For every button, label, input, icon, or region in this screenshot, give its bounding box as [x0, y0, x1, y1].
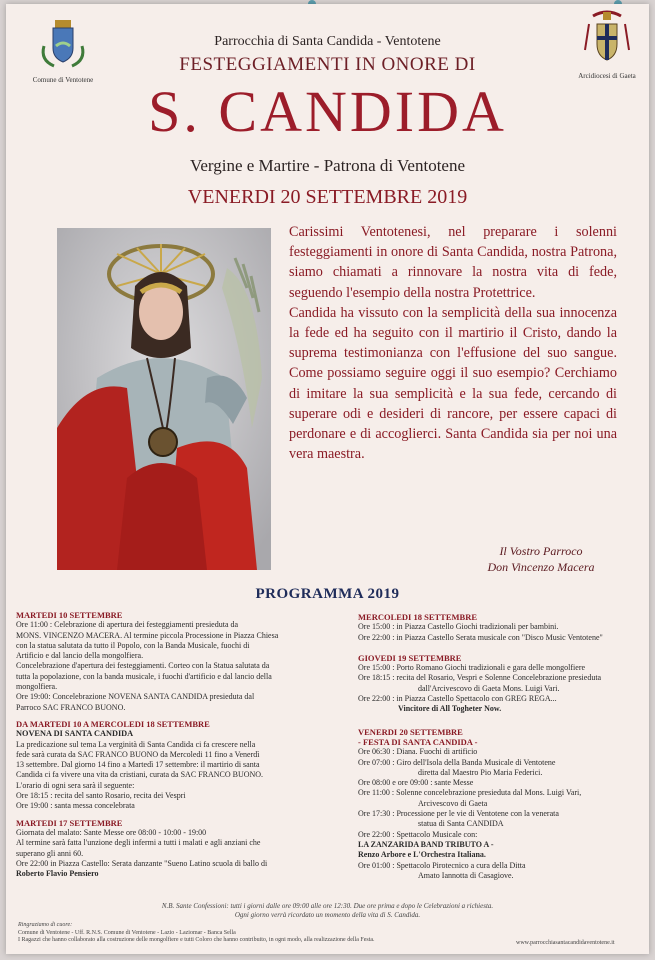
letter-signature-role: Il Vostro Parroco: [499, 544, 583, 558]
program-column-right: [358, 612, 649, 887]
program-column-left: [16, 610, 316, 885]
program-line: superano gli anni 60.: [16, 848, 84, 858]
program-line: statua di Santa CANDIDA: [418, 819, 504, 829]
program-line: LA ZANZARIDA BAND TRIBUTO A -: [358, 839, 494, 849]
program-line: Ore 15:00 : Porto Romano Giochi tradizionali e gara delle mongolfiere: [358, 663, 586, 673]
program-line: Ore 01:00 : Spettacolo Pirotecnico a cura della Ditta: [358, 860, 526, 870]
program-day: [16, 818, 316, 880]
notes-line: Ogni giorno verrà ricordato un momento della vita di S. Candida.: [234, 911, 421, 919]
program-line: Amato Iannotta di Casagiove.: [418, 870, 514, 880]
diocese-label: Arcidiocesi di Gaeta: [578, 72, 636, 80]
program-line: Ore 18:15 : recita del santo Rosario, recita dei Vespri: [16, 791, 186, 801]
parish-letter: [289, 222, 617, 464]
program-line: Roberto Flavio Pensiero: [16, 869, 99, 879]
program-day-title: DA MARTEDI 10 A MERCOLEDI 18 SETTEMBRE: [16, 718, 210, 729]
program-line: Ore 22:00 in Piazza Castello: Serata danzante "Sueno Latino scuola di ballo di: [16, 858, 268, 868]
program-line: Al termine sarà fatta l'unzione degli infermi a tutti i malati e agli anziani che: [16, 838, 261, 848]
program-line: La predicazione sul tema La verginità di Santa Candida ci fa crescere nella: [16, 739, 256, 749]
program-day: [358, 653, 649, 715]
program-line: Parroco SAC FRANCO BUONO.: [16, 702, 126, 712]
program-line: Vincitore di All Togheter Now.: [398, 704, 502, 714]
program-line: fede sarà curata da SAC FRANCO BUONO da Mercoledi 11 fino a Venerdì: [16, 749, 260, 759]
program-line: tutta la popolazione, con la banda musicale, i fuochi d'artificio e dal lancio della: [16, 671, 272, 681]
program-day: [16, 610, 316, 713]
program-line: Ore 11:00 : Solenne concelebrazione presieduta dal Mons. Luigi Vari,: [358, 788, 582, 798]
parish-name: Parrocchia di Santa Candida - Ventotene: [214, 34, 441, 49]
program-line: Ore 22:00 : in Piazza Castello Spettacolo con GREG REGA...: [358, 694, 557, 704]
saint-statue-photo: [57, 228, 271, 570]
program-title: PROGRAMMA 2019: [255, 586, 400, 602]
program-line: Ore 06:30 : Diana. Fuochi di artificio: [358, 747, 478, 757]
footer-line: Ringraziamo di cuore:: [18, 922, 73, 928]
program-line: Ore 19:00 : santa messa concelebrata: [16, 801, 135, 811]
program-line: Artificio e dal lancio della mongolfiera.: [16, 651, 144, 661]
program-day: [358, 612, 649, 643]
program-day-title: MARTEDI 10 SETTEMBRE: [16, 610, 123, 620]
program-line: Renzo Arbore e L'Orchestra Italiana.: [358, 850, 486, 860]
saint-subtitle: Vergine e Martire - Patrona di Ventotene: [189, 156, 466, 175]
letter-paragraph: Candida ha vissuto con la semplicità della sua innocenza la fede ed ha seguito con il martirio il Cristo, dando la suprema testimonianza con l'effusione del suo sangue. Come possiamo seguire oggi il suo esempio? Cerchiamo di imitare la sua semplicità e la sua fede, cercando di superare odi e desideri di rancore, per essere capaci di perdonare e di accoglierci. Santa Candida sia per noi una vera maestra.: [289, 304, 617, 463]
festival-poster: [6, 4, 649, 954]
program-line: con la statua salutata da tutto il Popolo, con la Banda Musicale, fuochi di: [16, 640, 250, 650]
program-day-title: MARTEDI 17 SETTEMBRE: [16, 817, 123, 828]
program-line: Ore 18:15 : recita del Rosario, Vespri e Solenne Concelebrazione presieduta: [358, 673, 602, 683]
program-line: Ore 22:00 : Spettacolo Musicale con:: [358, 829, 478, 839]
program-line: 13 settembre. Dal giorno 14 fino a Martedì 17 settembre: il martirio di santa: [16, 760, 260, 770]
letter-signature-name: Don Vincenzo Macera: [487, 560, 595, 574]
comune-label: Comune di Ventotene: [32, 76, 94, 84]
program-line: Ore 22:00 : in Piazza Castello Serata musicale con "Disco Music Ventotene": [358, 632, 603, 642]
footer-line: I Ragazzi che hanno collaborato alla costruzione delle mongolfiere e tutti Coloro che hanno contribuito, in ogni modo, alla realizzazione della Festa.: [18, 937, 375, 943]
program-line: L'orario di ogni sera sarà il seguente:: [16, 780, 135, 790]
program-day-title: MERCOLEDI 18 SETTEMBRE: [358, 612, 478, 622]
program-day: [358, 727, 649, 881]
program-line: Ore 15:00 : in Piazza Castello Giochi tradizionali per bambini.: [358, 622, 559, 632]
program-line: diretta dal Maestro Pio Maria Federici.: [418, 767, 543, 777]
saint-title: S. CANDIDA: [148, 79, 507, 144]
program-line: Giornata del malato: Sante Messe ore 08:00 - 10:00 - 19:00: [16, 827, 207, 837]
program-line: mongolfiera.: [16, 682, 58, 692]
program-line: Arcivescovo di Gaeta: [418, 798, 488, 808]
program-line: Ore 08:00 e ore 09:00 : sante Messe: [358, 778, 474, 788]
program-line: Concelebrazione d'apertura dei festeggiamenti. Corteo con la Statua salutata da: [16, 661, 270, 671]
parish-website: www.parrocchiasantacandidaventotene.it: [516, 940, 615, 946]
program-day-title: VENERDI 20 SETTEMBRE: [358, 726, 463, 737]
program-day-title: GIOVEDI 19 SETTEMBRE: [358, 652, 462, 663]
festivities-heading: FESTEGGIAMENTI IN ONORE DI: [179, 54, 476, 75]
program-line: Ore 19:00: Concelebrazione NOVENA SANTA CANDIDA presieduta dal: [16, 692, 255, 702]
festival-date: VENERDI 20 SETTEMBRE 2019: [187, 186, 468, 208]
program-line: Candida ci fa vivere una vita da cristiani, curata da SAC FRANCO BUONO.: [16, 770, 264, 780]
program-day: [16, 719, 316, 812]
notes-line: N.B. Sante Confessioni: tutti i giorni dalle ore 09:00 alle ore 12:30. Due ore prima e dopo le Celebrazioni a richiesta.: [161, 902, 494, 910]
program-line: dall'Arcivescovo di Gaeta Mons. Luigi Vari.: [418, 683, 560, 693]
confession-notes: [6, 902, 649, 920]
program-line: Ore 07:00 : Giro dell'Isola della Banda Musicale di Ventotene: [358, 757, 556, 767]
footer-line: Comune di Ventotene - Uff. R.N.S. Comune di Ventotene - Lazio - Laziomar - Banca Sella: [18, 929, 236, 936]
program-line: MONS. VINCENZO MACERA. Al termine piccola Processione in Piazza Chiesa: [16, 630, 279, 640]
program-line: Ore 17:30 : Processione per le vie di Ventotene con la venerata: [358, 809, 559, 819]
program-day-subtitle: - FESTA DI SANTA CANDIDA -: [358, 736, 478, 747]
saint-statue-image: [57, 228, 271, 570]
letter-paragraph: Carissimi Ventotenesi, nel preparare i solenni festeggiamenti in onore di Santa Candida, nostra Patrona, siamo chiamati a rinnovare la nostra vita di fede, seguendo l'esempio della nostra Protettrice.: [289, 224, 617, 301]
program-day-subtitle: NOVENA DI SANTA CANDIDA: [16, 729, 134, 739]
program-line: Ore 11:00 : Celebrazione di apertura dei festeggiamenti presieduta da: [16, 620, 239, 630]
